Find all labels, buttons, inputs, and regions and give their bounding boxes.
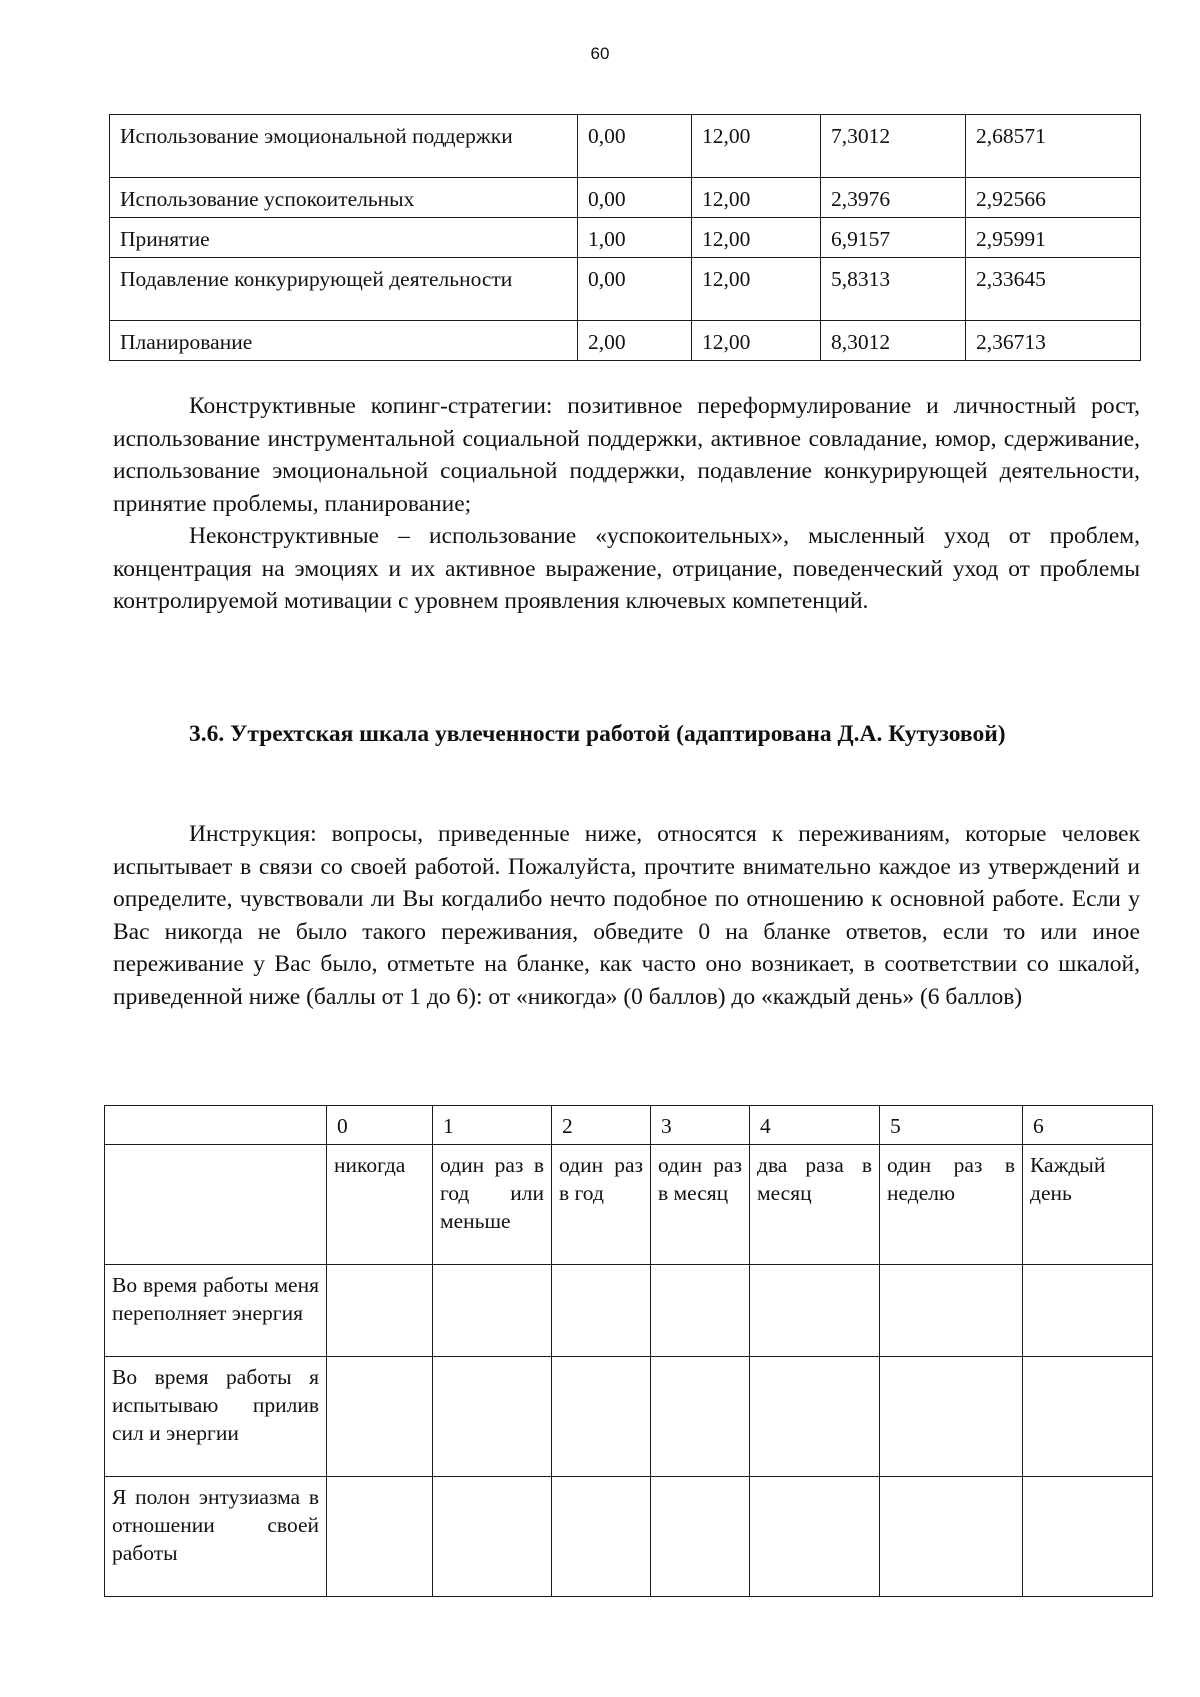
empty-corner-cell — [105, 1106, 327, 1145]
item-statement: Я полон энтузиазма в отношении своей работы — [105, 1477, 327, 1597]
mean-value: 8,3012 — [821, 321, 966, 361]
frequency-row — [105, 1145, 1153, 1265]
nonconstructive-strategies-paragraph: Неконструктивные – использование «успокоительных», мысленный уход от проблем, концентрация на эмоциях и их активное выражение, отрицание, поведенческий уход от проблемы контролируемой мотивации с уровнем проявления ключевых компетенций. — [113, 523, 1140, 614]
row-label: Использование успокоительных — [110, 178, 578, 218]
coping-statistics-table — [109, 114, 1141, 361]
std-value: 2,36713 — [966, 321, 1141, 361]
max-value: 12,00 — [692, 115, 821, 178]
item-row — [105, 1477, 1153, 1597]
answer-cell[interactable] — [1023, 1477, 1153, 1597]
frequency-label: два раза в месяц — [750, 1145, 880, 1265]
item-row — [105, 1357, 1153, 1477]
answer-cell[interactable] — [327, 1357, 433, 1477]
max-value: 12,00 — [692, 178, 821, 218]
constructive-strategies-paragraph: Конструктивные копинг-стратегии: позитивное переформулирование и личностный рост, использование инструментальной социальной поддержки, активное совладание, юмор, сдерживание, использование эмоциональной социальной поддержки, подавление конкурирующей деятельности, принятие проблемы, планирование; — [113, 393, 1140, 517]
answer-cell[interactable] — [651, 1265, 750, 1357]
answer-cell[interactable] — [651, 1357, 750, 1477]
answer-cell[interactable] — [433, 1265, 552, 1357]
score-header: 5 — [880, 1106, 1023, 1145]
engagement-scale-table — [104, 1105, 1153, 1597]
row-label: Принятие — [110, 218, 578, 258]
item-row — [105, 1265, 1153, 1357]
std-value: 2,92566 — [966, 178, 1141, 218]
std-value: 2,95991 — [966, 218, 1141, 258]
section-number: 3.6. — [189, 721, 225, 747]
max-value: 12,00 — [692, 218, 821, 258]
frequency-label: один раз в год — [552, 1145, 651, 1265]
min-value: 0,00 — [578, 178, 692, 218]
answer-cell[interactable] — [1023, 1265, 1153, 1357]
mean-value: 2,3976 — [821, 178, 966, 218]
frequency-label: один раз в месяц — [651, 1145, 750, 1265]
answer-cell[interactable] — [433, 1477, 552, 1597]
table-row — [110, 178, 1141, 218]
answer-cell[interactable] — [1023, 1357, 1153, 1477]
answer-cell[interactable] — [880, 1357, 1023, 1477]
answer-cell[interactable] — [880, 1265, 1023, 1357]
mean-value: 5,8313 — [821, 258, 966, 321]
frequency-label: один раз в год или меньше — [433, 1145, 552, 1265]
row-label: Планирование — [110, 321, 578, 361]
score-row — [105, 1106, 1153, 1145]
score-header: 4 — [750, 1106, 880, 1145]
answer-cell[interactable] — [750, 1477, 880, 1597]
score-header: 2 — [552, 1106, 651, 1145]
row-label: Подавление конкурирующей деятельности — [110, 258, 578, 321]
answer-cell[interactable] — [552, 1477, 651, 1597]
instruction-paragraph: Инструкция: вопросы, приведенные ниже, относятся к переживаниям, которые человек испытывает в связи со своей работой. Пожалуйста, прочтите внимательно каждое из утверждений и определите, чувствовали ли Вы когдалибо нечто подобное по отношению к основной работе. Если у Вас никогда не было такого переживания, обведите 0 на бланке ответов, если то или иное переживание у Вас было, отметьте на бланке, как часто оно возникает, в соответствии со шкалой, приведенной ниже (баллы от 1 до 6): от «никогда» (0 баллов) до «каждый день» (6 баллов) — [113, 821, 1140, 1010]
frequency-label: Каждый день — [1023, 1145, 1153, 1265]
empty-label-cell — [105, 1145, 327, 1265]
frequency-label: никогда — [327, 1145, 433, 1265]
answer-cell[interactable] — [433, 1357, 552, 1477]
max-value: 12,00 — [692, 321, 821, 361]
answer-cell[interactable] — [327, 1265, 433, 1357]
min-value: 0,00 — [578, 115, 692, 178]
item-statement: Во время работы меня переполняет энергия — [105, 1265, 327, 1357]
answer-cell[interactable] — [552, 1265, 651, 1357]
answer-cell[interactable] — [750, 1265, 880, 1357]
mean-value: 7,3012 — [821, 115, 966, 178]
table-row — [110, 258, 1141, 321]
min-value: 1,00 — [578, 218, 692, 258]
table-row — [110, 115, 1141, 178]
score-header: 6 — [1023, 1106, 1153, 1145]
answer-cell[interactable] — [750, 1357, 880, 1477]
std-value: 2,68571 — [966, 115, 1141, 178]
mean-value: 6,9157 — [821, 218, 966, 258]
section-heading — [113, 716, 1140, 753]
answer-cell[interactable] — [327, 1477, 433, 1597]
frequency-label: один раз в неделю — [880, 1145, 1023, 1265]
max-value: 12,00 — [692, 258, 821, 321]
min-value: 0,00 — [578, 258, 692, 321]
score-header: 1 — [433, 1106, 552, 1145]
answer-cell[interactable] — [651, 1477, 750, 1597]
std-value: 2,33645 — [966, 258, 1141, 321]
score-header: 3 — [651, 1106, 750, 1145]
table-row — [110, 218, 1141, 258]
min-value: 2,00 — [578, 321, 692, 361]
row-label: Использование эмоциональной поддержки — [110, 115, 578, 178]
table-row — [110, 321, 1141, 361]
answer-cell[interactable] — [552, 1357, 651, 1477]
item-statement: Во время работы я испытываю прилив сил и энергии — [105, 1357, 327, 1477]
answer-cell[interactable] — [880, 1477, 1023, 1597]
page-number: 60 — [590, 44, 610, 63]
score-header: 0 — [327, 1106, 433, 1145]
section-title: Утрехтская шкала увлеченности работой (адаптирована Д.А. Кутузовой) — [230, 721, 1006, 747]
